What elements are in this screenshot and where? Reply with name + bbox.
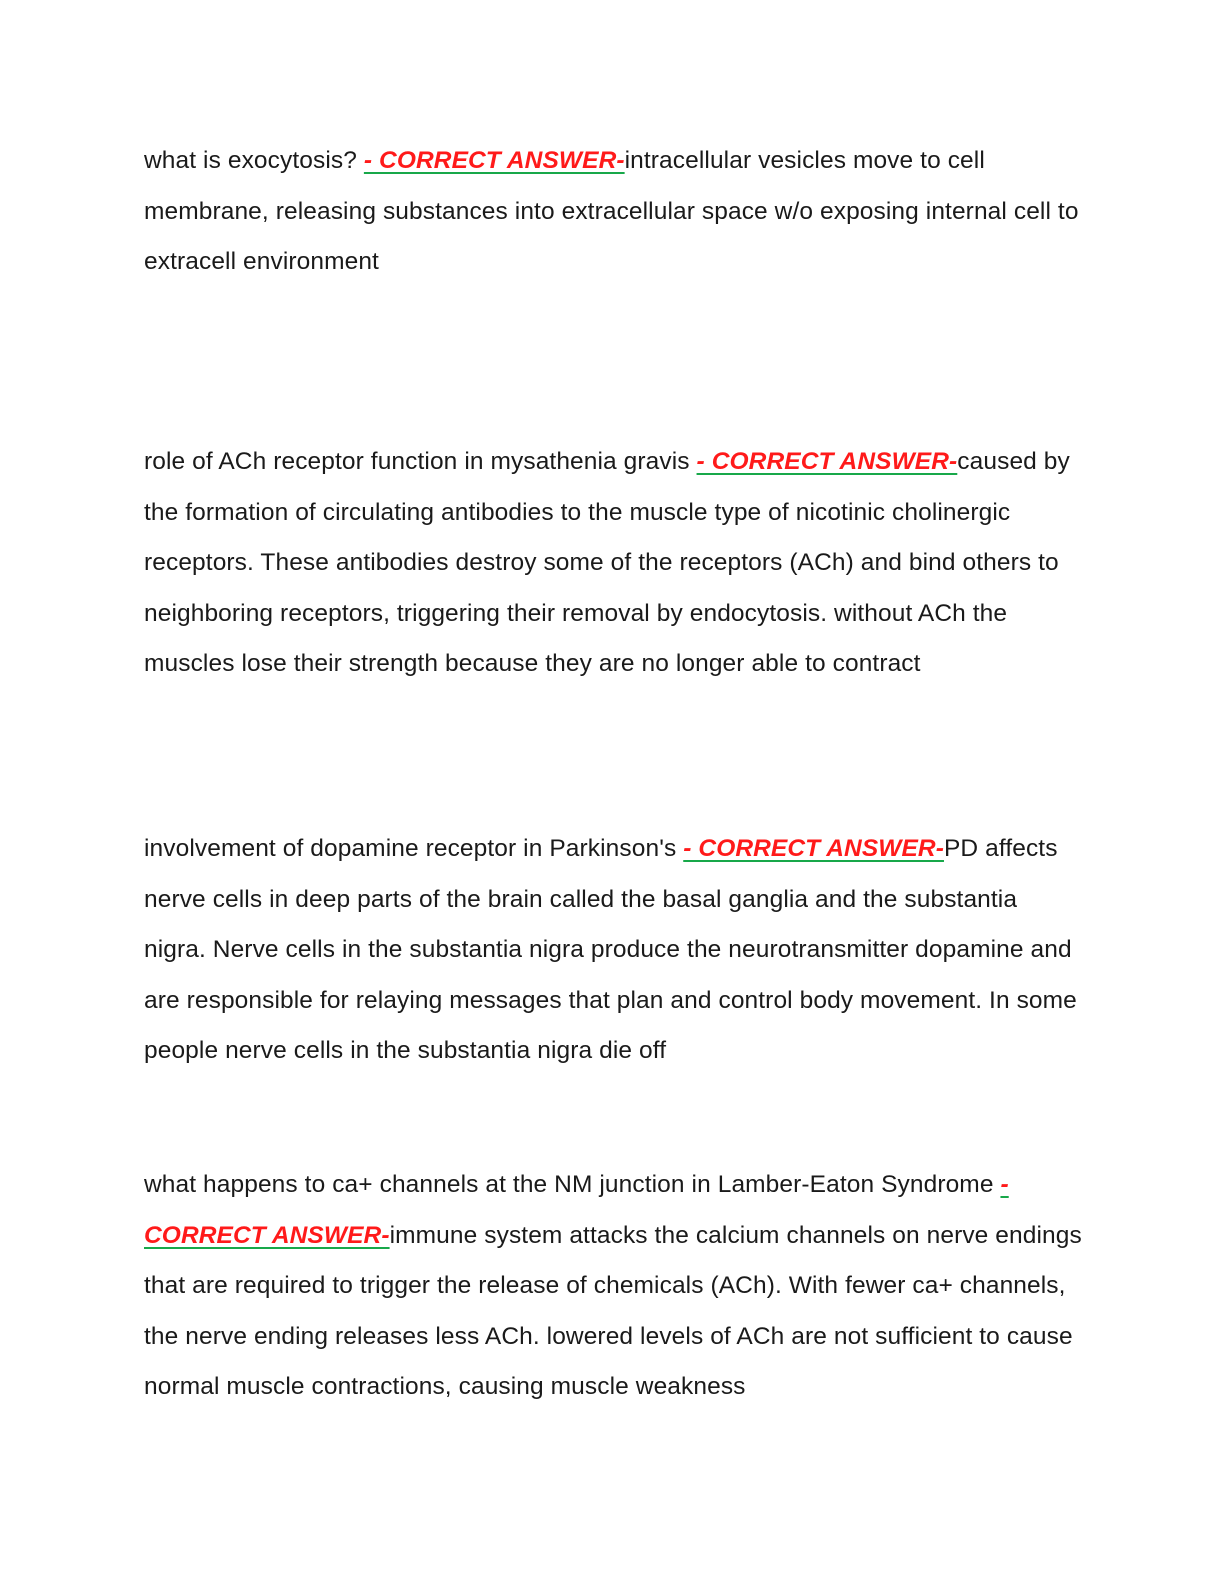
answer-text: caused by the formation of circulating antibodies to the muscle type of nicotinic cholinergic receptors. These antibodies destroy some of the receptors (ACh) and bind others to neighboring receptors, triggering their removal by endocytosis. without ACh the muscles lose their strength because they are no longer able to contract [144, 448, 1070, 678]
correct-answer-marker: - CORRECT ANSWER- [696, 448, 958, 475]
qa-item-lambert-eaton [144, 1160, 1084, 1413]
question-text: what happens to ca+ channels at the NM junction in Lamber-Eaton Syndrome [144, 1171, 1001, 1198]
question-text: involvement of dopamine receptor in Parkinson's [144, 835, 684, 862]
correct-answer-marker: - CORRECT ANSWER- [144, 1171, 1009, 1249]
answer-text: intracellular vesicles move to cell membrane, releasing substances into extracellular space w/o exposing internal cell to extracell environment [144, 147, 1079, 276]
qa-item-parkinsons [144, 824, 1084, 1077]
answer-text: PD affects nerve cells in deep parts of the brain called the basal ganglia and the substantia nigra. Nerve cells in the substantia nigra produce the neurotransmitter dopamine and are responsible for relaying messages that plan and control body movement. In some people nerve cells in the substantia nigra die off [144, 835, 1077, 1065]
answer-text: immune system attacks the calcium channels on nerve endings that are required to trigger the release of chemicals (ACh). With fewer ca+ channels, the nerve ending releases less ACh. lowered levels of ACh are not sufficient to cause normal muscle contractions, causing muscle weakness [144, 1221, 1082, 1401]
question-text: what is exocytosis? [144, 147, 364, 174]
correct-answer-marker: - CORRECT ANSWER- [363, 147, 625, 174]
qa-item-exocytosis [144, 136, 1084, 288]
question-text: role of ACh receptor function in mysathenia gravis [144, 448, 697, 475]
correct-answer-marker: - CORRECT ANSWER- [683, 835, 944, 862]
qa-item-myasthenia-gravis [144, 437, 1084, 690]
